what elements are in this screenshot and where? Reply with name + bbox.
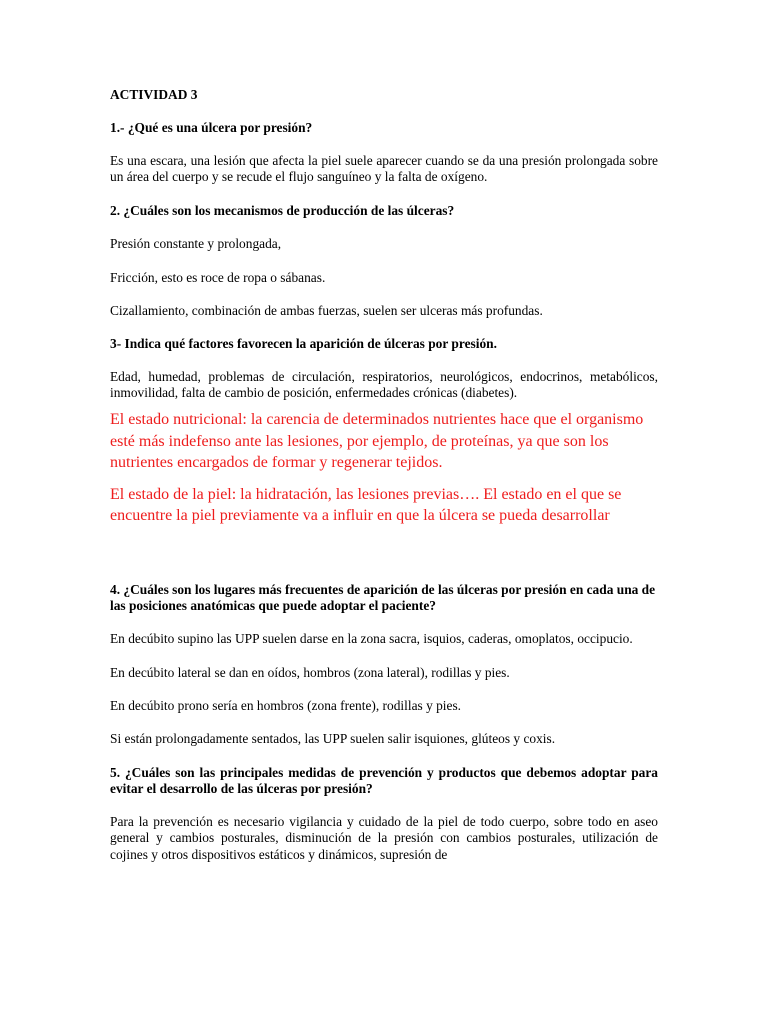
question-5: 5. ¿Cuáles son las principales medidas de prevención y productos que debemos adoptar para evitar el desarrollo de las úlceras por presión? (110, 764, 658, 796)
question-4: 4. ¿Cuáles son los lugares más frecuentes de aparición de las úlceras por presión en cada una de las posiciones anatómicas que puede adoptar el paciente? (110, 581, 656, 614)
document-page (110, 87, 658, 863)
answer-4-item: En decúbito prono sería en hombros (zona frente), rodillas y pies. (110, 697, 462, 713)
answer-4-item: En decúbito lateral se dan en oídos, hombros (zona lateral), rodillas y pies. (110, 664, 510, 680)
question-1: 1.- ¿Qué es una úlcera por presión? (110, 120, 313, 136)
answer-4-item: En decúbito supino las UPP suelen darse en la zona sacra, isquios, caderas, omoplatos, occipucio. (110, 631, 633, 647)
answer-2-item: Cizallamiento, combinación de ambas fuerzas, suelen ser ulceras más profundas. (110, 303, 543, 319)
question-3: 3- Indica qué factores favorecen la aparición de úlceras por presión. (110, 336, 497, 352)
answer-3-highlight: El estado nutricional: la carencia de determinados nutrientes hace que el organismo esté más indefenso ante las lesiones, por ejemplo, de proteínas, ya que son los nutrientes encargados de formar y regenerar tejidos. (110, 411, 644, 472)
answer-3-highlight: El estado de la piel: la hidratación, las lesiones previas…. El estado en el que se encuentre la piel previamente va a influir en que la úlcera se pueda desarrollar (110, 485, 622, 525)
answer-1: Es una escara, una lesión que afecta la piel suele aparecer cuando se da una presión prolongada sobre un área del cuerpo y se recude el flujo sanguíneo y la falta de oxígeno. (110, 152, 658, 184)
answer-2-item: Fricción, esto es roce de ropa o sábanas. (110, 269, 326, 285)
answer-4-item: Si están prolongadamente sentados, las UPP suelen salir isquiones, glúteos y coxis. (110, 731, 556, 747)
question-2: 2. ¿Cuáles son los mecanismos de producción de las úlceras? (110, 203, 455, 219)
answer-3: Edad, humedad, problemas de circulación, respiratorios, neurológicos, endocrinos, metabólicos, inmovilidad, falta de cambio de posición, enfermedades crónicas (diabetes). (110, 368, 658, 400)
answer-2-item: Presión constante y prolongada, (110, 236, 282, 252)
document-title: ACTIVIDAD 3 (110, 87, 198, 102)
answer-5: Para la prevención es necesario vigilancia y cuidado de la piel de todo cuerpo, sobre todo en aseo general y cambios posturales, disminución de la presión con cambios posturales, utilización de cojines y otros dispositivos estáticos y dinámicos, supresión de (110, 814, 658, 862)
